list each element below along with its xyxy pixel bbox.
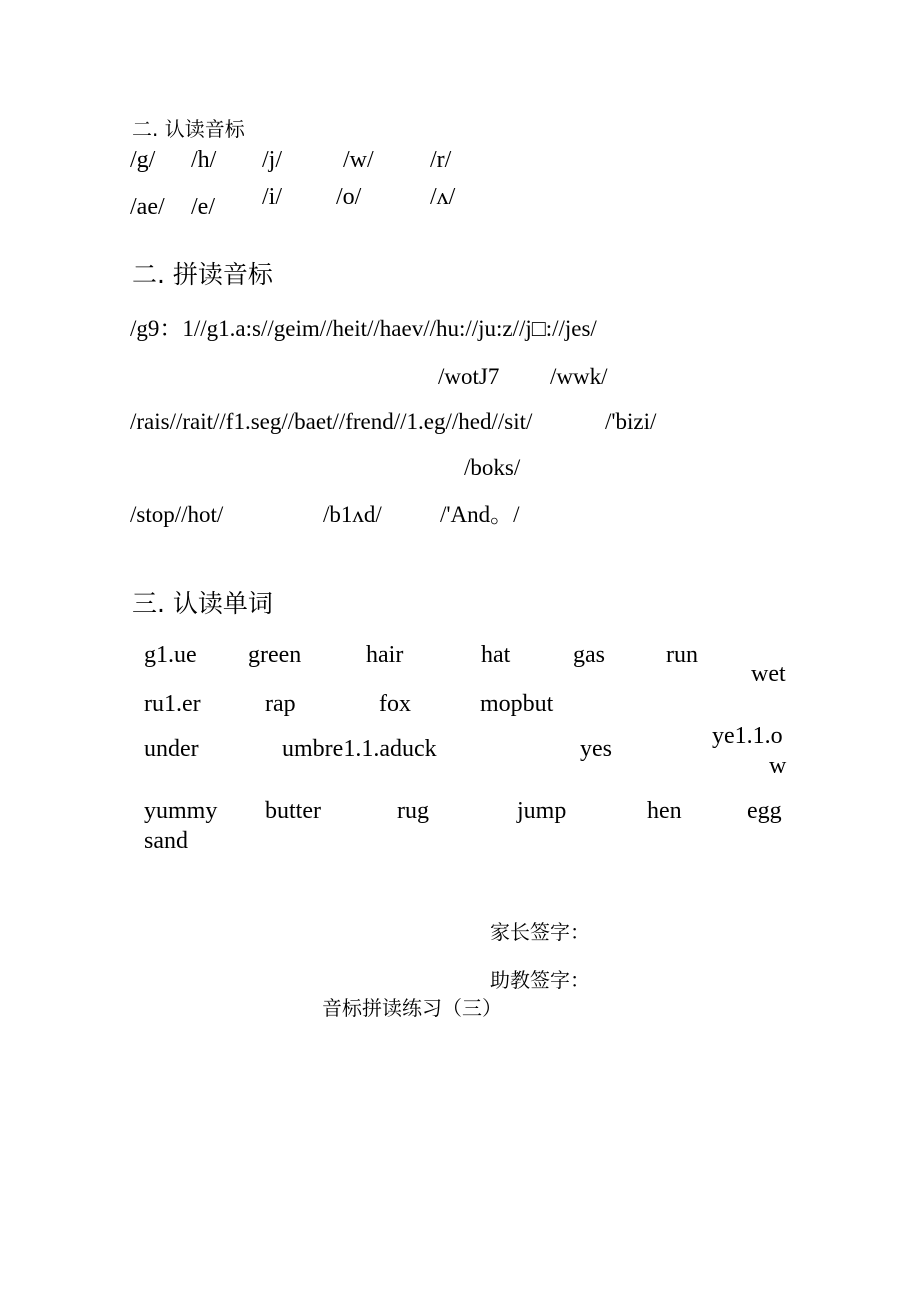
vocab-word: gas (573, 642, 605, 668)
phonetic-symbol: /h/ (191, 147, 217, 173)
vocab-word: jump (517, 798, 567, 824)
vocab-word: yummy (144, 798, 218, 824)
phonetic-line: /'And。/ (440, 502, 520, 527)
vocab-word: egg (747, 798, 782, 824)
vocab-word: umbre1.1.aduck (282, 736, 437, 762)
vocab-word: wet (751, 661, 786, 687)
phonetic-line: /g9：1//g1.a:s//geim//heit//haev//hu://ju:z//j□://jes/ (130, 316, 597, 341)
vocab-word: green (248, 642, 302, 668)
phonetic-symbol: /w/ (343, 147, 374, 173)
phonetic-line: /boks/ (464, 455, 521, 480)
phonetic-line: /wwk/ (550, 364, 608, 389)
phonetic-symbol: /ʌ/ (430, 184, 456, 210)
vocab-word: run (666, 642, 698, 668)
next-worksheet-title: 音标拼读练习（三） (322, 996, 502, 1020)
assistant-signature-label: 助教签字： (490, 968, 590, 992)
vocab-word: yes (580, 736, 612, 762)
phonetic-symbol: /e/ (191, 194, 215, 220)
vocab-word: under (144, 736, 199, 762)
vocab-word: butter (265, 798, 321, 824)
phonetic-line: /b1ʌd/ (323, 502, 382, 527)
vocab-word: sand (144, 828, 188, 854)
vocab-word: rug (397, 798, 429, 824)
phonetic-symbol: /o/ (336, 184, 362, 210)
phonetic-line: /stop//hot/ (130, 502, 224, 527)
phonetic-symbol: /j/ (262, 147, 283, 173)
vocab-word: rap (265, 691, 296, 717)
phonetic-line: /wotJ7 (438, 364, 500, 389)
vocab-word: hat (481, 642, 511, 668)
phonetic-symbol: /r/ (430, 147, 452, 173)
vocab-word: hen (647, 798, 682, 824)
vocab-word: g1.ue (144, 642, 197, 668)
vocab-word: fox (379, 691, 411, 717)
phonetic-line: /'bizi/ (605, 409, 657, 434)
vocab-word: hair (366, 642, 404, 668)
section-1-heading: 二. 认读音标 (132, 117, 245, 141)
vocab-word: ru1.er (144, 691, 201, 717)
vocab-word: ye1.1.o (712, 723, 783, 749)
parent-signature-label: 家长签字： (490, 920, 590, 944)
phonetic-symbol: /ae/ (130, 194, 165, 220)
vocab-word: mopbut (480, 691, 554, 717)
vocab-word: w (769, 753, 787, 779)
phonetic-symbol: /g/ (130, 147, 156, 173)
phonetic-line: /rais//rait//f1.seg//baet//frend//1.eg//hed//sit/ (130, 409, 533, 434)
phonetic-symbol: /i/ (262, 184, 283, 210)
section-2-heading: 二. 拼读音标 (132, 260, 273, 289)
section-3-heading: 三. 认读单词 (132, 589, 273, 618)
